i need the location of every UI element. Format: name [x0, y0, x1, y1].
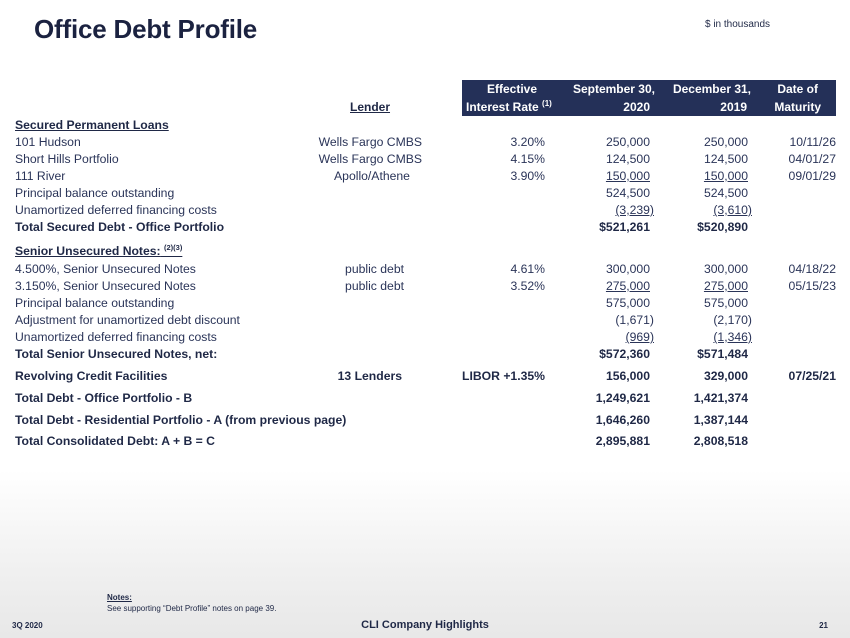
- header-dec-line1: December 31,: [672, 82, 751, 96]
- header-dec-line2: 2019: [720, 100, 747, 114]
- row-lender: public debt: [345, 262, 404, 276]
- row-label: 3.150%, Senior Unsecured Notes: [15, 279, 196, 293]
- footer-period: 3Q 2020: [12, 621, 43, 630]
- row-maturity: 07/25/21: [788, 369, 836, 383]
- footer-title: CLI Company Highlights: [361, 619, 489, 631]
- row-label: Unamortized deferred financing costs: [15, 330, 217, 344]
- row-dec-2019: (1,346): [713, 330, 752, 344]
- table-row: [0, 261, 850, 278]
- row-maturity: 04/18/22: [788, 262, 836, 276]
- row-dec-2019: 300,000: [703, 262, 748, 276]
- row-sep-2020: $521,261: [599, 220, 650, 234]
- row-maturity: 10/11/26: [789, 135, 836, 149]
- table-row: [0, 202, 850, 219]
- header-sep-line1: September 30,: [572, 82, 655, 96]
- notes-text: See supporting “Debt Profile” notes on page 39.: [107, 604, 277, 613]
- section-heading-unsecured: [0, 243, 850, 260]
- section-heading-text: [15, 243, 182, 260]
- row-rate: 3.90%: [510, 169, 545, 183]
- total-row-consolidated: [0, 433, 850, 450]
- row-label: 111 River: [15, 169, 66, 183]
- header-sep-line2: 2020: [623, 100, 650, 114]
- row-label: Principal balance outstanding: [15, 296, 175, 310]
- row-sep-2020: (969): [625, 330, 654, 344]
- table-row: [0, 329, 850, 346]
- notes: [107, 592, 276, 614]
- row-sep-2020: 156,000: [605, 369, 650, 383]
- row-label: Total Secured Debt - Office Portfolio: [15, 220, 225, 234]
- table-row: [0, 295, 850, 312]
- header-lender: Lender: [350, 100, 391, 114]
- header-rate-text: Interest Rate: [466, 100, 539, 114]
- section-heading-text: Secured Permanent Loans: [15, 118, 169, 132]
- row-sep-2020: 150,000: [605, 169, 650, 183]
- row-sep-2020: 275,000: [605, 279, 650, 293]
- revolver-row: [0, 368, 850, 385]
- row-label: Unamortized deferred financing costs: [15, 203, 217, 217]
- total-row-office: [0, 390, 850, 407]
- total-row-secured: [0, 219, 850, 236]
- total-row-unsecured: [0, 346, 850, 363]
- row-dec-2019: 150,000: [703, 169, 748, 183]
- row-dec-2019: $520,890: [697, 220, 748, 234]
- row-label: Total Senior Unsecured Notes, net:: [15, 347, 218, 361]
- row-sep-2020: 300,000: [605, 262, 650, 276]
- section-heading-footnote: (2)(3): [164, 243, 183, 252]
- row-rate: 3.20%: [510, 135, 545, 149]
- header-maturity-line2: Maturity: [774, 100, 821, 114]
- row-dec-2019: $571,484: [697, 347, 748, 361]
- row-rate: 4.61%: [510, 262, 545, 276]
- row-label: Total Consolidated Debt: A + B = C: [15, 434, 215, 448]
- row-label: Total Debt - Residential Portfolio - A (from previous page): [15, 413, 347, 427]
- row-label: 101 Hudson: [15, 135, 81, 149]
- row-maturity: 04/01/27: [788, 152, 836, 166]
- table-row: [0, 168, 850, 185]
- row-lender: Wells Fargo CMBS: [318, 135, 422, 149]
- row-sep-2020: $572,360: [599, 347, 650, 361]
- total-row-residential: [0, 412, 850, 429]
- row-sep-2020: 575,000: [605, 296, 650, 310]
- row-label: 4.500%, Senior Unsecured Notes: [15, 262, 196, 276]
- page-title: Office Debt Profile: [34, 14, 258, 44]
- row-dec-2019: 524,500: [703, 186, 748, 200]
- row-rate: LIBOR +1.35%: [462, 369, 545, 383]
- header-rate-line2: [466, 98, 552, 116]
- page-number: 21: [819, 621, 828, 630]
- row-dec-2019: 250,000: [703, 135, 748, 149]
- row-lender: Wells Fargo CMBS: [318, 152, 422, 166]
- row-lender: public debt: [345, 279, 404, 293]
- row-dec-2019: (2,170): [713, 313, 752, 327]
- header-maturity-line1: Date of: [777, 82, 818, 96]
- row-label: Revolving Credit Facilities: [15, 369, 168, 383]
- table-row: [0, 134, 850, 151]
- row-sep-2020: 250,000: [605, 135, 650, 149]
- row-lender: Apollo/Athene: [334, 169, 410, 183]
- table-row: [0, 278, 850, 295]
- row-maturity: 05/15/23: [788, 279, 836, 293]
- row-dec-2019: (3,610): [713, 203, 752, 217]
- row-sep-2020: 524,500: [605, 186, 650, 200]
- header-rate-line1: Effective: [486, 82, 538, 96]
- row-dec-2019: 575,000: [703, 296, 748, 310]
- row-dec-2019: 2,808,518: [693, 434, 748, 448]
- row-sep-2020: 2,895,881: [595, 434, 650, 448]
- row-lender: 13 Lenders: [337, 369, 402, 383]
- row-dec-2019: 329,000: [703, 369, 748, 383]
- row-dec-2019: 1,387,144: [693, 413, 748, 427]
- header-rate-footnote: (1): [542, 99, 552, 108]
- table-row: [0, 312, 850, 329]
- table-row: [0, 185, 850, 202]
- row-sep-2020: (1,671): [615, 313, 654, 327]
- table-row: [0, 151, 850, 168]
- notes-heading: Notes:: [107, 593, 132, 602]
- column-header-bar: [462, 80, 836, 116]
- row-label: Principal balance outstanding: [15, 186, 175, 200]
- row-label: Adjustment for unamortized debt discount: [15, 313, 240, 327]
- row-sep-2020: (3,239): [615, 203, 654, 217]
- row-maturity: 09/01/29: [788, 169, 836, 183]
- row-rate: 4.15%: [510, 152, 545, 166]
- row-sep-2020: 1,249,621: [595, 391, 650, 405]
- row-dec-2019: 1,421,374: [693, 391, 748, 405]
- row-dec-2019: 275,000: [703, 279, 748, 293]
- row-sep-2020: 1,646,260: [595, 413, 650, 427]
- section-heading-secured: [0, 117, 850, 134]
- row-rate: 3.52%: [510, 279, 545, 293]
- row-dec-2019: 124,500: [703, 152, 748, 166]
- section-heading-label: Senior Unsecured Notes:: [15, 244, 161, 258]
- units-note: $ in thousands: [705, 19, 771, 30]
- row-label: Short Hills Portfolio: [15, 152, 119, 166]
- row-label: Total Debt - Office Portfolio - B: [15, 391, 193, 405]
- row-sep-2020: 124,500: [605, 152, 650, 166]
